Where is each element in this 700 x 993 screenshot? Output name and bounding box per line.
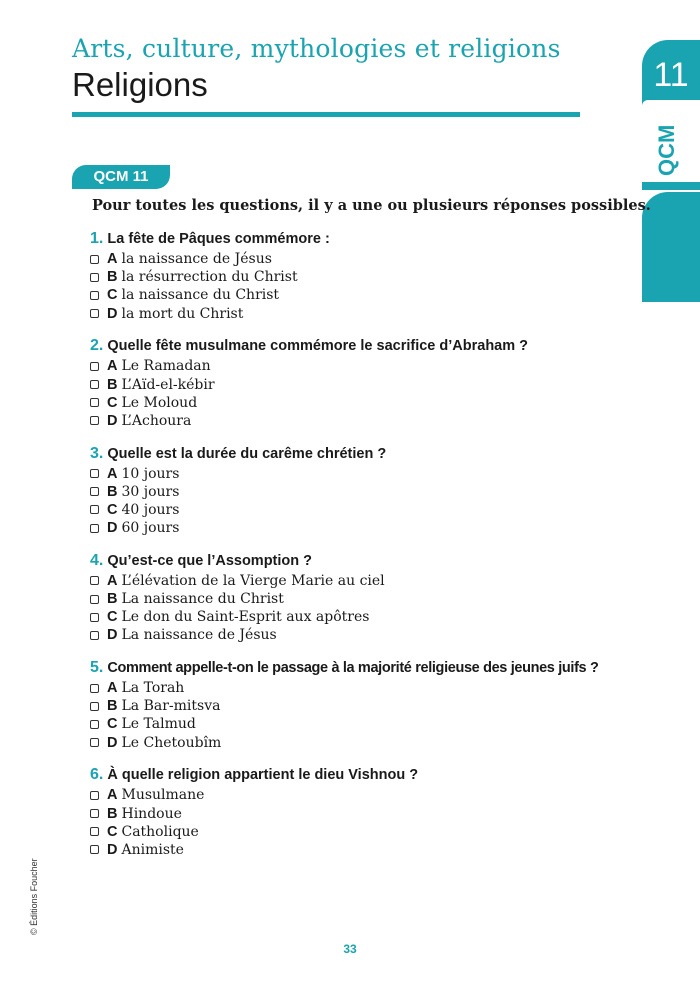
answer-option[interactable] [90,375,630,393]
answer-option[interactable] [90,841,630,859]
page-number: 33 [343,942,357,956]
option-letter: C [107,716,118,733]
checkbox-icon[interactable] [90,791,99,800]
option-letter: D [107,520,118,537]
option-letter: C [107,287,118,304]
checkbox-icon[interactable] [90,416,99,425]
option-text: Catholique [121,823,199,840]
option-text: 30 jours [121,483,180,500]
option-letter: A [107,251,118,268]
chapter-number: 11 [653,56,689,94]
option-text: La Torah [121,680,185,697]
page-title: Religions [72,66,208,103]
question-number: 4. [90,551,104,569]
question [90,335,630,430]
checkbox-icon[interactable] [90,809,99,818]
option-text: la résurrection du Christ [121,269,298,286]
option-text: la naissance de Jésus [121,251,272,268]
checkbox-icon[interactable] [90,309,99,318]
qcm-badge: QCM 11 [72,165,170,189]
instructions: Pour toutes les questions, il y a une ou plusieurs réponses possibles. [92,197,651,214]
question [90,550,630,645]
answer-option[interactable] [90,804,630,822]
option-letter: C [107,823,118,840]
checkbox-icon[interactable] [90,613,99,622]
option-text: Le Talmud [121,716,196,733]
checkbox-icon[interactable] [90,255,99,264]
option-letter: A [107,787,118,804]
option-text: Le Ramadan [121,358,211,375]
answer-option[interactable] [90,357,630,375]
question-text: La fête de Pâques commémore : [107,231,330,247]
option-letter: C [107,501,118,518]
question-heading [90,764,630,786]
option-text: La Bar-mitsva [121,698,221,715]
option-text: La naissance de Jésus [121,627,277,644]
answer-option[interactable] [90,823,630,841]
option-text: 60 jours [121,520,180,537]
answer-option[interactable] [90,483,630,501]
header-divider [72,112,580,117]
option-letter: C [107,394,118,411]
checkbox-icon[interactable] [90,631,99,640]
option-letter: D [107,412,118,429]
option-text: la mort du Christ [121,305,244,322]
question-text: Quelle fête musulmane commémore le sacrifice d’Abraham ? [107,338,529,355]
option-letter: B [107,483,118,500]
answer-option[interactable] [90,679,630,697]
checkbox-icon[interactable] [90,738,99,747]
checkbox-icon[interactable] [90,845,99,854]
answer-option[interactable] [90,250,630,268]
checkbox-icon[interactable] [90,720,99,729]
option-text: La naissance du Christ [121,591,284,608]
checkbox-icon[interactable] [90,505,99,514]
answer-option[interactable] [90,608,630,626]
checkbox-icon[interactable] [90,702,99,711]
answer-option[interactable] [90,286,630,304]
answer-option[interactable] [90,519,630,537]
option-text: Le don du Saint-Esprit aux apôtres [121,609,370,626]
answer-option[interactable] [90,626,630,644]
question-heading [90,335,630,357]
checkbox-icon[interactable] [90,487,99,496]
option-letter: A [107,358,118,375]
checkbox-icon[interactable] [90,576,99,585]
answer-option[interactable] [90,715,630,733]
checkbox-icon[interactable] [90,524,99,533]
option-text: L’élévation de la Vierge Marie au ciel [121,572,385,589]
option-text: 10 jours [121,465,180,482]
question-text: Comment appelle-t-on le passage à la majorité religieuse des jeunes juifs ? [107,660,599,676]
checkbox-icon[interactable] [90,469,99,478]
answer-option[interactable] [90,465,630,483]
question-text: Quelle est la durée du carême chrétien ? [107,445,387,462]
option-letter: A [107,465,118,482]
copyright-notice: © Éditions Foucher [29,858,39,935]
option-letter: B [107,591,118,608]
question [90,443,630,538]
option-text: Hindoue [121,805,182,822]
question-text: Qu’est-ce que l’Assomption ? [107,552,313,569]
option-text: la naissance du Christ [121,287,280,304]
chapter-tab [642,40,700,190]
answer-option[interactable] [90,394,630,412]
question-list [90,228,630,872]
question-heading [90,550,630,572]
option-letter: B [107,805,118,822]
question-text: À quelle religion appartient le dieu Vishnou ? [107,767,419,784]
question-heading [90,443,630,465]
option-letter: D [107,841,118,858]
option-letter: C [107,609,118,626]
answer-option[interactable] [90,786,630,804]
option-letter: D [107,305,118,322]
section-subtitle: Arts, culture, mythologies et religions [72,34,561,63]
option-letter: D [107,734,118,751]
option-text: Animiste [121,841,184,858]
question-heading [90,657,630,679]
option-letter: B [107,269,118,286]
option-letter: A [107,572,118,589]
answer-option[interactable] [90,590,630,608]
answer-option[interactable] [90,501,630,519]
answer-option[interactable] [90,268,630,286]
checkbox-icon[interactable] [90,291,99,300]
option-letter: B [107,698,118,715]
answer-option[interactable] [90,305,630,323]
option-text: Musulmane [121,787,205,804]
checkbox-icon[interactable] [90,595,99,604]
option-text: L’Aïd-el-kébir [121,376,215,393]
question-heading [90,228,630,250]
question-number: 3. [90,444,104,462]
checkbox-icon[interactable] [90,380,99,389]
option-letter: A [107,680,118,697]
option-text: Le Chetoubîm [121,734,222,751]
chapter-label: QCM [654,124,679,176]
checkbox-icon[interactable] [90,827,99,836]
question [90,657,630,752]
answer-option[interactable] [90,734,630,752]
question [90,764,630,859]
checkbox-icon[interactable] [90,362,99,371]
option-text: 40 jours [121,501,180,518]
checkbox-icon[interactable] [90,398,99,407]
answer-option[interactable] [90,572,630,590]
option-letter: B [107,376,118,393]
checkbox-icon[interactable] [90,273,99,282]
answer-option[interactable] [90,697,630,715]
answer-option[interactable] [90,412,630,430]
question [90,228,630,323]
question-number: 5. [90,659,104,676]
checkbox-icon[interactable] [90,684,99,693]
option-text: L’Achoura [121,412,192,429]
option-text: Le Moloud [121,394,198,411]
question-number: 6. [90,766,104,784]
question-number: 1. [90,230,104,247]
option-letter: D [107,627,118,644]
question-number: 2. [90,337,104,355]
